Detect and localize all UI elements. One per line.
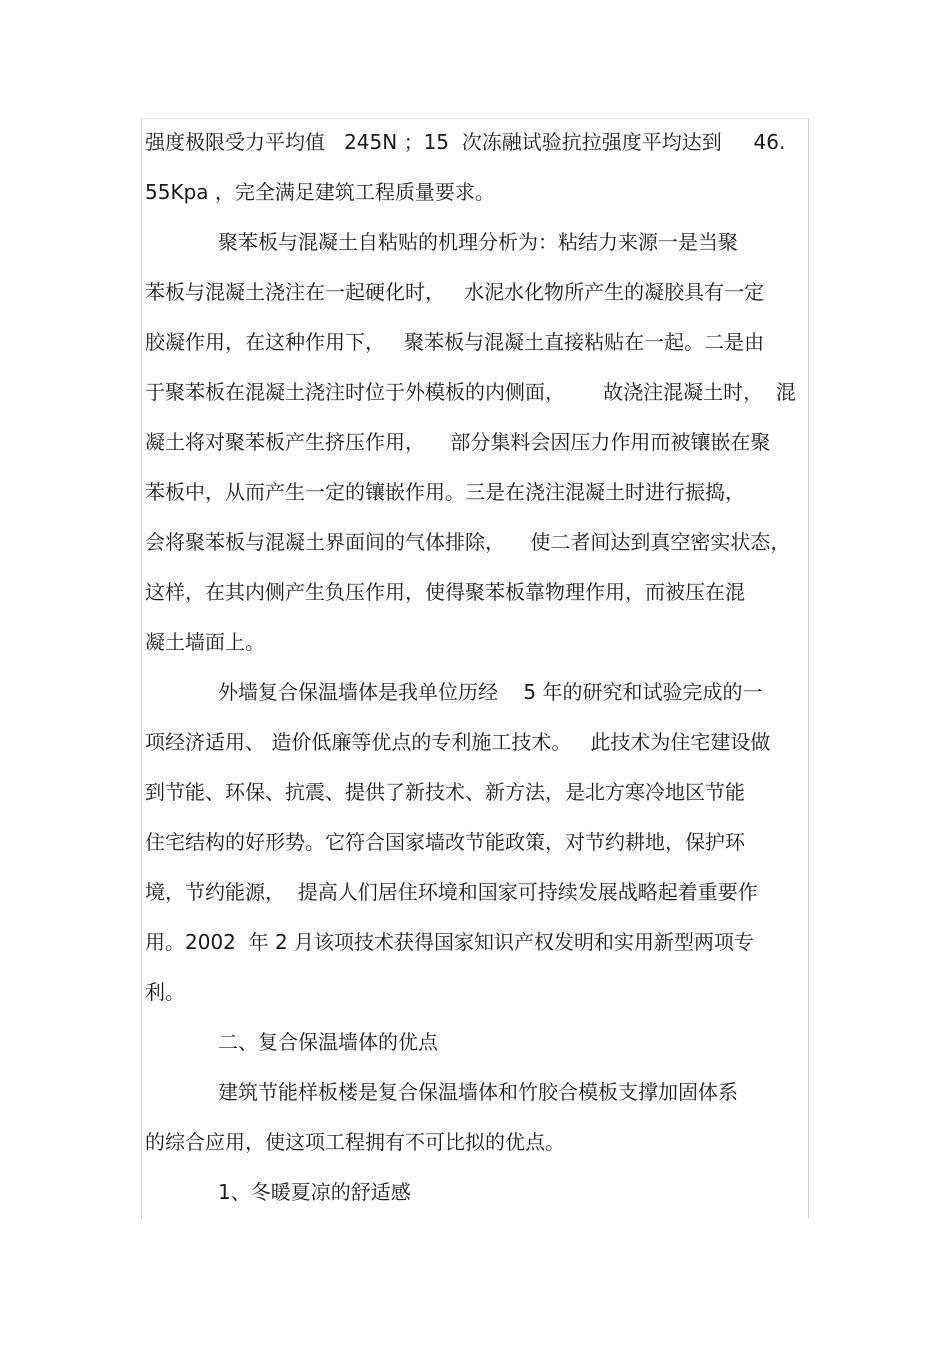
text-line: 凝土将对聚苯板产生挤压作用， 部分集料会因压力作用而被镶嵌在聚 [145,430,771,454]
subsection-heading: 1、冬暖夏凉的舒适感 [218,1180,411,1204]
text-line: 这样，在其内侧产生负压作用，使得聚苯板靠物理作用，而被压在混 [145,580,745,604]
text-line: 用。2002 年 2 月该项技术获得国家知识产权发明和实用新型两项专 [145,930,755,954]
section-heading: 二、复合保温墙体的优点 [218,1030,438,1054]
text-line: 会将聚苯板与混凝土界面间的气体排除， 使二者间达到真空密实状态， [145,530,791,554]
text-line: 利。 [145,980,185,1004]
paragraph-start-line: 建筑节能样板楼是复合保温墙体和竹胶合模板支撑加固体系 [218,1080,738,1104]
text-line: 的综合应用，使这项工程拥有不可比拟的优点。 [145,1130,565,1154]
text-line: 胶凝作用，在这种作用下， 聚苯板与混凝土直接粘贴在一起。二是由 [145,330,765,354]
text-line: 住宅结构的好形势。它符合国家墙改节能政策，对节约耕地，保护环 [145,830,745,854]
text-line: 项经济适用、 造价低廉等优点的专利施工技术。 此技术为住宅建设做 [145,730,771,754]
text-line: 到节能、环保、抗震、提供了新技术、新方法，是北方寒冷地区节能 [145,780,745,804]
text-line: 凝土墙面上。 [145,630,265,654]
paragraph-start-line: 聚苯板与混凝土自粘贴的机理分析为：粘结力来源一是当聚 [218,230,738,254]
paragraph-start-line: 外墙复合保温墙体是我单位历经 5 年的研究和试验完成的一 [218,680,763,704]
text-line: 强度极限受力平均值 245N ；15 次冻融试验抗拉强度平均达到 46. [145,130,786,154]
text-line: 于聚苯板在混凝土浇注时位于外模板的内侧面， 故浇注混凝土时， 混 [145,380,796,404]
text-line: 苯板与混凝土浇注在一起硬化时， 水泥水化物所产生的凝胶具有一定 [145,280,765,304]
text-line: 苯板中，从而产生一定的镶嵌作用。三是在浇注混凝土时进行振捣， [145,480,745,504]
text-line: 55Kpa ，完全满足建筑工程质量要求。 [145,180,495,204]
text-line: 境，节约能源， 提高人们居住环境和国家可持续发展战略起着重要作 [145,880,758,904]
